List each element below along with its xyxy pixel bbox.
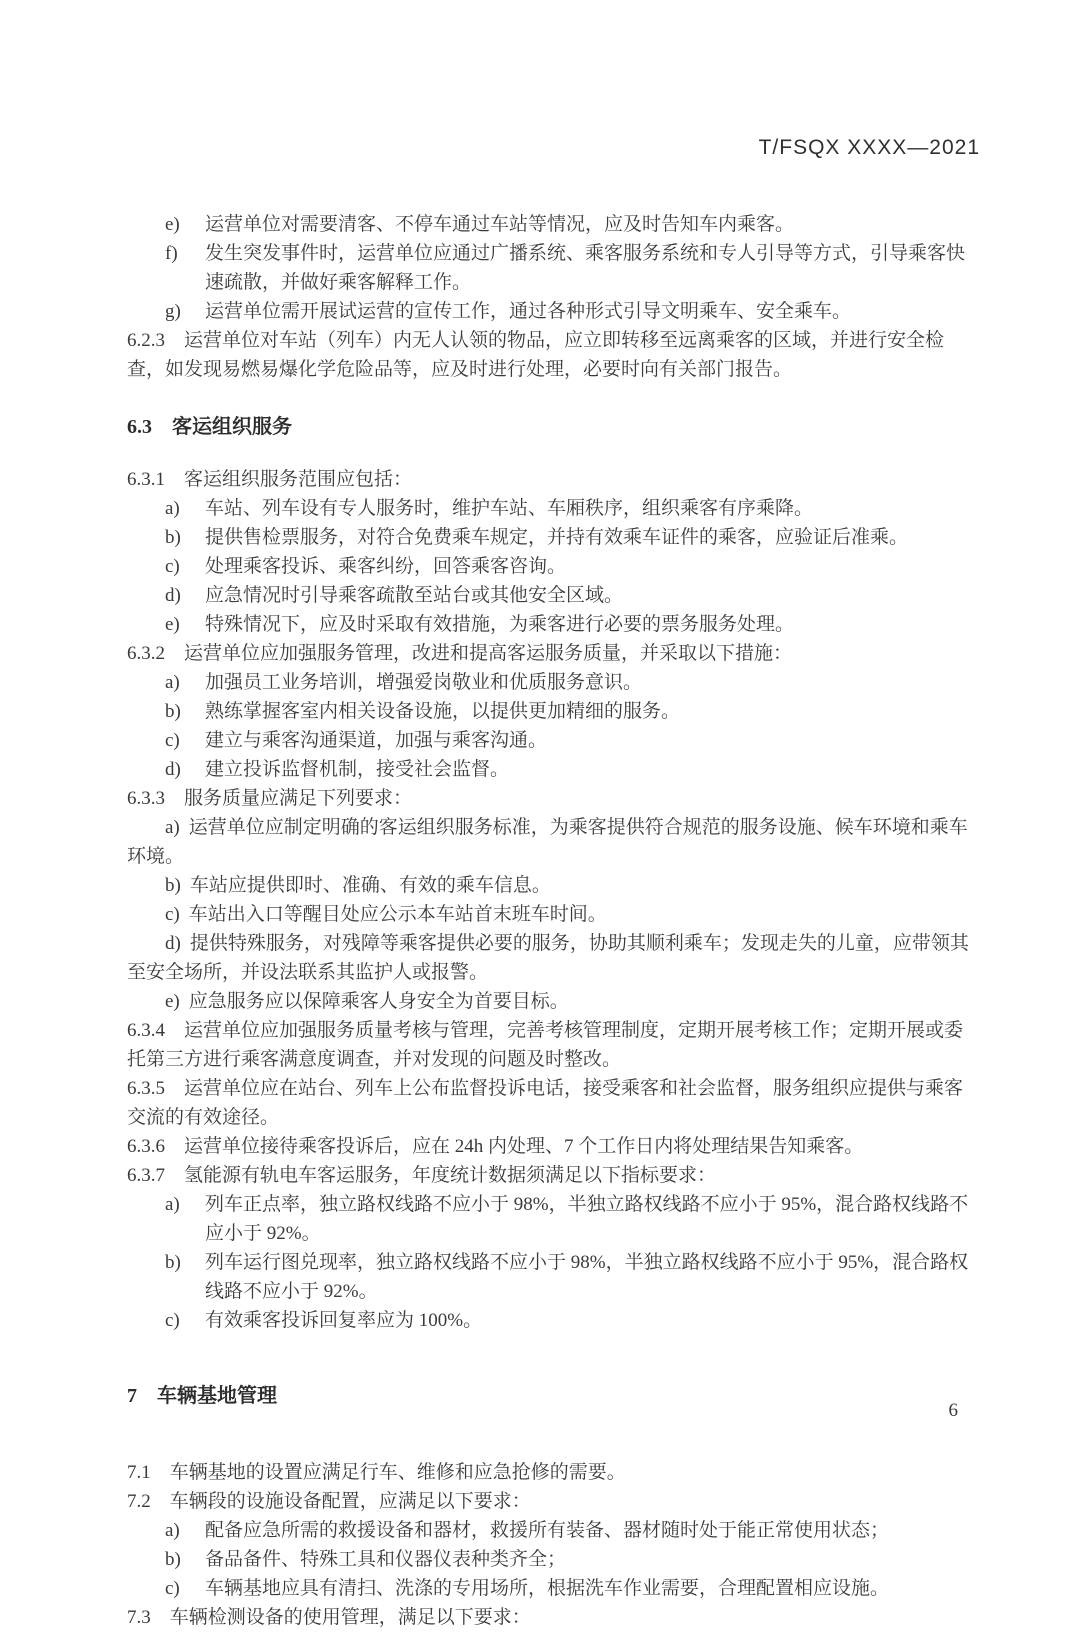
clause-text: 运营单位应加强服务管理，改进和提高客运服务质量，并采取以下措施： — [184, 643, 793, 664]
clause-number: 6.3.7 — [127, 1165, 165, 1186]
list-item-label: e) — [165, 614, 180, 635]
sub-paragraph-label: b) — [165, 875, 181, 896]
list-item-text: 发生突发事件时，运营单位应通过广播系统、乘客服务系统和专人引导等方式，引导乘客快速疏散，并做好乘客解释工作。 — [205, 243, 966, 293]
list-item — [127, 1545, 980, 1574]
sub-paragraph — [127, 813, 980, 871]
clause-number: 6.3.3 — [127, 788, 165, 809]
list-item-label: c) — [165, 1578, 180, 1599]
list-item-text: 车辆基地应具有清扫、洗涤的专用场所，根据洗车作业需要，合理配置相应设施。 — [205, 1578, 890, 1599]
clause-text: 车辆检测设备的使用管理，满足以下要求： — [169, 1607, 531, 1628]
clause-6-3-4 — [127, 1016, 980, 1074]
document-body — [127, 210, 980, 1632]
sub-paragraph-text: 应急服务应以保障乘客人身安全为首要目标。 — [188, 991, 569, 1012]
list-item-label: b) — [165, 701, 181, 722]
sub-paragraph-label: c) — [165, 904, 180, 925]
list-item-text: 列车正点率，独立路权线路不应小于 98%，半独立路权线路不应小于 95%，混合路权线路不应小于 92%。 — [205, 1194, 969, 1244]
clause-6-3-1 — [127, 465, 980, 494]
list-item — [127, 610, 980, 639]
list-item-text: 建立与乘客沟通渠道，加强与乘客沟通。 — [205, 730, 548, 751]
list-item-label: d) — [165, 759, 181, 780]
clause-text: 运营单位接待乘客投诉后，应在 24h 内处理、7 个工作日内将处理结果告知乘客。 — [184, 1136, 864, 1157]
list-item-label: c) — [165, 556, 180, 577]
clause-number: 6.3.6 — [127, 1136, 165, 1157]
sub-paragraph-label: e) — [165, 991, 180, 1012]
sub-paragraph-text: 运营单位应制定明确的客运组织服务标准，为乘客提供符合规范的服务设施、候车环境和乘车环境。 — [127, 817, 968, 867]
list-item — [127, 210, 980, 239]
list-item-text: 运营单位对需要清客、不停车通过车站等情况，应及时告知车内乘客。 — [205, 214, 795, 235]
section-heading-7 — [127, 1382, 980, 1411]
clause-number: 7.1 — [127, 1462, 151, 1483]
list-item — [127, 239, 980, 297]
sub-paragraph-label: d) — [165, 933, 181, 954]
sub-paragraph-text: 提供特殊服务，对残障等乘客提供必要的服务，协助其顺利乘车；发现走失的儿童，应带领其至安全场所，并设法联系其监护人或报警。 — [127, 933, 969, 983]
list-item-label: b) — [165, 1252, 181, 1273]
clause-number: 7.3 — [127, 1607, 151, 1628]
list-item — [127, 1248, 980, 1306]
clause-number: 6.3.5 — [127, 1078, 165, 1099]
list-item — [127, 581, 980, 610]
list-item-label: c) — [165, 730, 180, 751]
list-item-text: 有效乘客投诉回复率应为 100%。 — [205, 1310, 483, 1331]
list-item — [127, 726, 980, 755]
page-number: 6 — [948, 1400, 958, 1421]
clause-7-1 — [127, 1458, 980, 1487]
list-item-label: c) — [165, 1310, 180, 1331]
list-item-label: a) — [165, 672, 180, 693]
section-title: 车辆基地管理 — [157, 1385, 277, 1407]
list-item — [127, 697, 980, 726]
sub-paragraph-label: a) — [165, 817, 180, 838]
list-item-text: 列车运行图兑现率，独立路权线路不应小于 98%，半独立路权线路不应小于 95%，混合路权线路不应小于 92%。 — [205, 1252, 969, 1302]
sub-paragraph-text: 车站出入口等醒目处应公示本车站首末班车时间。 — [188, 904, 607, 925]
list-item — [127, 523, 980, 552]
clause-number: 6.2.3 — [127, 330, 165, 351]
clause-text: 氢能源有轨电车客运服务，年度统计数据须满足以下指标要求： — [184, 1165, 717, 1186]
list-item — [127, 552, 980, 581]
list-item-label: a) — [165, 498, 180, 519]
list-item-text: 配备应急所需的救援设备和器材，救援所有装备、器材随时处于能正常使用状态； — [205, 1520, 890, 1541]
list-item — [127, 1516, 980, 1545]
list-item — [127, 494, 980, 523]
sub-paragraph — [127, 987, 980, 1016]
clause-number: 6.3.4 — [127, 1020, 165, 1041]
clause-6-3-3 — [127, 784, 980, 813]
list-item-label: d) — [165, 585, 181, 606]
sub-paragraph — [127, 900, 980, 929]
clause-text: 车辆段的设施设备配置，应满足以下要求： — [169, 1491, 531, 1512]
section-number: 6.3 — [127, 416, 152, 438]
list-item — [127, 1574, 980, 1603]
clause-text: 运营单位应在站台、列车上公布监督投诉电话，接受乘客和社会监督，服务组织应提供与乘客交流的有效途径。 — [127, 1078, 964, 1128]
list-item-text: 备品备件、特殊工具和仪器仪表种类齐全； — [205, 1549, 567, 1570]
clause-6-3-6 — [127, 1132, 980, 1161]
list-item-label: a) — [165, 1520, 180, 1541]
clause-7-3 — [127, 1603, 980, 1632]
clause-6-2-3 — [127, 326, 980, 384]
list-item-label: g) — [165, 301, 181, 322]
list-item — [127, 1306, 980, 1335]
section-heading-6-3 — [127, 413, 980, 442]
clause-text: 服务质量应满足下列要求： — [184, 788, 413, 809]
clause-text: 客运组织服务范围应包括： — [184, 469, 413, 490]
clause-text: 运营单位对车站（列车）内无人认领的物品，应立即转移至远离乘客的区域，并进行安全检查，如发现易燃易爆化学危险品等，应及时进行处理，必要时向有关部门报告。 — [127, 330, 945, 380]
list-item-text: 应急情况时引导乘客疏散至站台或其他安全区域。 — [205, 585, 624, 606]
sub-paragraph-text: 车站应提供即时、准确、有效的乘车信息。 — [189, 875, 551, 896]
list-item-text: 车站、列车设有专人服务时，维护车站、车厢秩序，组织乘客有序乘降。 — [205, 498, 814, 519]
section-number: 7 — [127, 1385, 137, 1407]
section-title: 客运组织服务 — [172, 416, 292, 438]
clause-number: 6.3.1 — [127, 469, 165, 490]
list-item-text: 提供售检票服务，对符合免费乘车规定，并持有效乘车证件的乘客，应验证后准乘。 — [205, 527, 909, 548]
list-item-label: b) — [165, 527, 181, 548]
clause-7-2 — [127, 1487, 980, 1516]
sub-paragraph — [127, 871, 980, 900]
clause-6-3-5 — [127, 1074, 980, 1132]
clause-text: 车辆基地的设置应满足行车、维修和应急抢修的需要。 — [169, 1462, 626, 1483]
list-item-text: 熟练掌握客室内相关设备设施，以提供更加精细的服务。 — [205, 701, 681, 722]
doc-code: T/FSQX XXXX—2021 — [758, 136, 980, 159]
clause-6-3-7 — [127, 1161, 980, 1190]
clause-6-3-2 — [127, 639, 980, 668]
list-item — [127, 668, 980, 697]
clause-number: 7.2 — [127, 1491, 151, 1512]
clause-number: 6.3.2 — [127, 643, 165, 664]
list-item-text: 特殊情况下，应及时采取有效措施，为乘客进行必要的票务服务处理。 — [205, 614, 795, 635]
list-item-text: 运营单位需开展试运营的宣传工作，通过各种形式引导文明乘车、安全乘车。 — [205, 301, 852, 322]
list-item-label: b) — [165, 1549, 181, 1570]
list-item-text: 加强员工业务培训，增强爱岗敬业和优质服务意识。 — [205, 672, 643, 693]
list-item-text: 建立投诉监督机制，接受社会监督。 — [205, 759, 510, 780]
list-item-label: e) — [165, 214, 180, 235]
list-item — [127, 1190, 980, 1248]
list-item — [127, 297, 980, 326]
list-item-label: f) — [165, 243, 178, 264]
list-item-text: 处理乘客投诉、乘客纠纷，回答乘客咨询。 — [205, 556, 567, 577]
clause-text: 运营单位应加强服务质量考核与管理，完善考核管理制度，定期开展考核工作；定期开展或委托第三方进行乘客满意度调查，并对发现的问题及时整改。 — [127, 1020, 964, 1070]
list-item — [127, 755, 980, 784]
sub-paragraph — [127, 929, 980, 987]
list-item-label: a) — [165, 1194, 180, 1215]
